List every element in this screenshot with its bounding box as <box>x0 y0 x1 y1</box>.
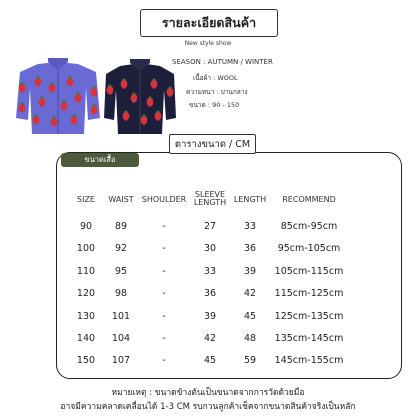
cell-sleeve-length: 39 <box>203 310 217 322</box>
cell-recommend: 125cm-135cm <box>274 310 344 322</box>
cell-shoulder: - <box>162 333 166 344</box>
cell-recommend: 115cm-125cm <box>274 288 344 300</box>
cell-sleeve-length: 45 <box>203 355 217 367</box>
spec-size-range: ขนาด : 90 - 150 <box>189 101 240 109</box>
footer-note-line2: อาจมีความคลาดเคลื่อนได้ 1-3 CM รบกวนลูกค้าเช็คจากขนาดสินค้าจริงเป็นหลัก <box>60 402 356 412</box>
cell-length: 48 <box>243 333 257 344</box>
cell-length: 42 <box>243 288 257 300</box>
cell-shoulder: - <box>162 265 166 277</box>
col-header-size: SIZE <box>77 195 95 204</box>
cell-shoulder: - <box>162 243 166 255</box>
cell-size: 100 <box>76 243 96 255</box>
size-chart-table <box>56 152 402 379</box>
col-header-waist: WAIST <box>108 195 134 204</box>
footer-note-line1: หมายเหตุ : ขนาดข้างต้นเป็นขนาดจากการวัดด้วยมือ <box>111 388 305 398</box>
product-image <box>8 58 178 140</box>
cell-size: 90 <box>79 221 93 232</box>
cell-recommend: 95cm-105cm <box>277 243 341 255</box>
size-chart-section-label: ขนาดเสื้อ <box>61 153 139 167</box>
cell-recommend: 135cm-145cm <box>274 333 344 344</box>
cell-sleeve-length: 30 <box>203 243 217 255</box>
cell-length: 59 <box>243 355 257 367</box>
cell-shoulder: - <box>162 355 166 367</box>
cell-waist: 89 <box>114 221 128 232</box>
cell-length: 45 <box>243 310 257 322</box>
cell-sleeve-length: 33 <box>203 265 217 277</box>
cell-shoulder: - <box>162 221 166 232</box>
cell-recommend: 85cm-95cm <box>280 221 338 232</box>
cell-size: 110 <box>76 265 96 277</box>
spec-material: เนื้อผ้า : WOOL <box>193 74 238 82</box>
col-header-sleeve-length: SLEEVE LENGTH <box>193 190 227 208</box>
cell-waist: 104 <box>111 333 131 344</box>
cell-waist: 92 <box>114 243 128 255</box>
cell-recommend: 145cm-155cm <box>274 355 344 367</box>
cell-waist: 95 <box>114 265 128 277</box>
cell-sleeve-length: 42 <box>203 333 217 344</box>
page-subtitle: New style show <box>184 40 232 47</box>
cell-waist: 98 <box>114 288 128 300</box>
spec-thickness: ความหนา : ปานกลาง <box>186 88 248 96</box>
cell-size: 150 <box>76 355 96 367</box>
cell-waist: 101 <box>111 310 131 322</box>
cell-size: 120 <box>76 288 96 300</box>
size-chart-tab: ตารางขนาด / CM <box>169 134 256 154</box>
page-title: รายละเอียดสินค้า <box>140 9 278 37</box>
cell-waist: 107 <box>111 355 131 367</box>
cell-length: 39 <box>243 265 257 277</box>
cell-recommend: 105cm-115cm <box>274 265 344 277</box>
cell-length: 33 <box>243 221 257 232</box>
cell-sleeve-length: 36 <box>203 288 217 300</box>
navy-jacket <box>104 59 176 134</box>
cell-size: 130 <box>76 310 96 322</box>
col-header-shoulder: SHOULDER <box>141 195 187 204</box>
cell-shoulder: - <box>162 288 166 300</box>
cell-sleeve-length: 27 <box>203 221 217 232</box>
col-header-length: LENGTH <box>233 195 267 204</box>
spec-season: SEASON : AUTUMN / WINTER <box>172 58 273 66</box>
cell-shoulder: - <box>162 310 166 322</box>
col-header-recommend: RECOMMEND <box>282 195 336 204</box>
cell-size: 140 <box>76 333 96 344</box>
cell-length: 36 <box>243 243 257 255</box>
purple-jacket <box>16 58 100 134</box>
